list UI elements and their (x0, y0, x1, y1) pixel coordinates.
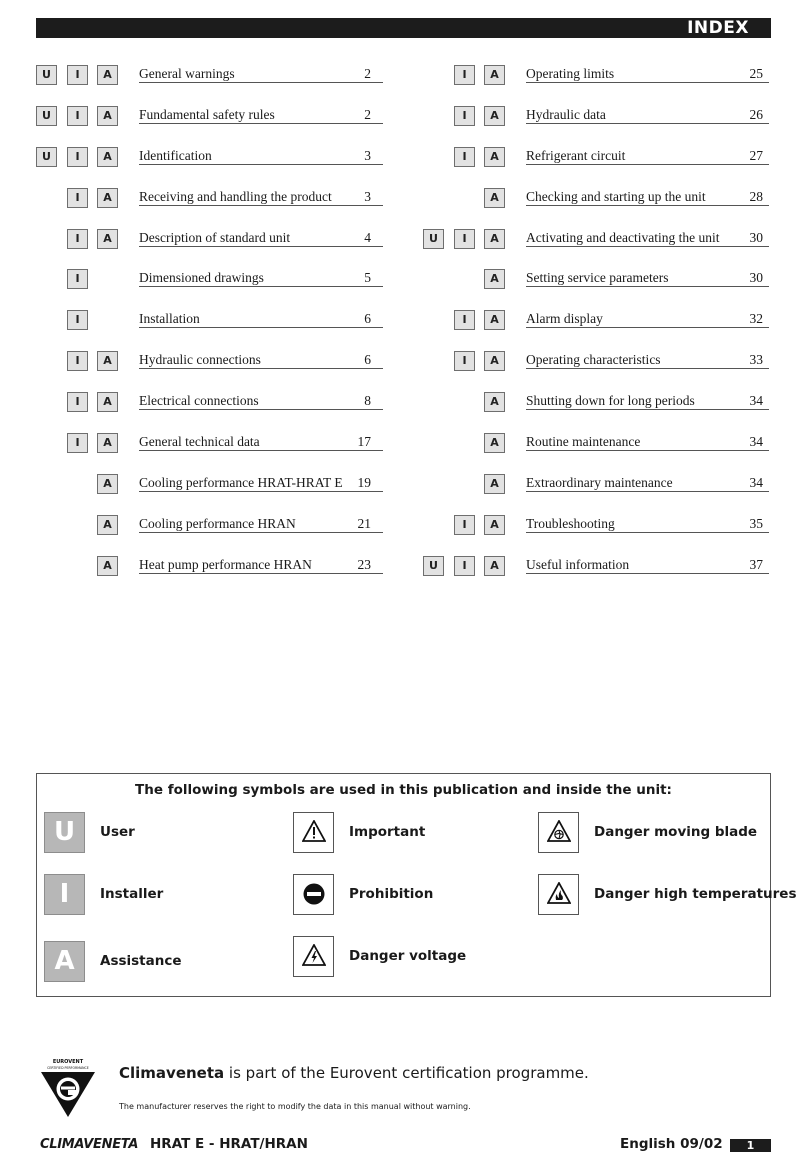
audience-badge-a: A (484, 106, 505, 126)
audience-badge-a: A (97, 229, 118, 249)
index-entry-line[interactable] (526, 269, 769, 287)
entry-page: 26 (749, 106, 763, 122)
index-entry-line[interactable] (526, 515, 769, 533)
entry-page: 34 (749, 434, 763, 450)
entry-page: 32 (749, 311, 763, 327)
entry-title: Receiving and handling the product (139, 188, 332, 204)
footer-edition: English 09/02 (620, 1136, 723, 1152)
legend-title: The following symbols are used in this publication and inside the unit: (135, 782, 672, 798)
entry-title: Alarm display (526, 311, 603, 327)
certification-statement (119, 1064, 589, 1082)
audience-badge-i: I (67, 351, 88, 371)
audience-badge-i: I (454, 106, 475, 126)
entry-page: 3 (364, 188, 371, 204)
entry-page: 25 (749, 66, 763, 81)
audience-badge-a: A (484, 310, 505, 330)
disclaimer-note: The manufacturer reserves the right to modify the data in this manual without warning. (119, 1102, 471, 1111)
audience-badge-a: A (97, 147, 118, 167)
index-entry-line[interactable] (139, 269, 383, 287)
audience-badge-i: I (454, 556, 475, 576)
symbol-legend (36, 773, 797, 997)
audience-badge-i: I (454, 351, 475, 371)
index-entry-line[interactable] (526, 556, 769, 574)
entry-title: Cooling performance HRAN (139, 515, 296, 531)
audience-badge-a: A (484, 474, 505, 494)
legend-danger-temperature-label: Danger high temperatures (594, 886, 797, 902)
index-entry-line[interactable] (139, 556, 383, 574)
entry-title: Troubleshooting (526, 515, 615, 531)
index-entry-line[interactable] (139, 229, 383, 247)
entry-title: Extraordinary maintenance (526, 474, 673, 490)
audience-badge-a: A (97, 106, 118, 126)
audience-badge-a: A (484, 392, 505, 412)
audience-badge-a: A (97, 515, 118, 535)
index-entry-line[interactable] (526, 106, 769, 124)
eurovent-logo-subtext: CERTIFIED PERFORMANCE (47, 1066, 89, 1070)
index-entry-line[interactable] (139, 188, 383, 206)
entry-title: Heat pump performance HRAN (139, 556, 312, 572)
index-entry-line[interactable] (526, 433, 769, 451)
climaveneta-logo: CLIMAVENETA (40, 1137, 139, 1152)
no-entry-icon (293, 874, 334, 915)
index-entry-line[interactable] (139, 310, 383, 328)
audience-badge-a: A (484, 188, 505, 208)
entry-page: 30 (749, 270, 763, 286)
legend-important-label: Important (349, 824, 426, 840)
index-title: INDEX (687, 18, 749, 38)
page-number: 1 (730, 1139, 771, 1152)
entry-page: 3 (364, 147, 371, 163)
entry-title: Electrical connections (139, 393, 259, 409)
audience-badge-i: I (454, 65, 475, 85)
audience-badge-i: I (67, 433, 88, 453)
legend-danger-blade-label: Danger moving blade (594, 824, 758, 840)
entry-page: 34 (749, 474, 763, 490)
entry-title: Hydraulic connections (139, 352, 261, 368)
entry-page: 30 (749, 229, 763, 245)
audience-badge-i: I (67, 269, 88, 289)
audience-badge-u: U (423, 556, 444, 576)
audience-badge-a: A (484, 269, 505, 289)
entry-title: Routine maintenance (526, 434, 641, 450)
audience-badge-a: A (484, 556, 505, 576)
entry-page: 33 (749, 352, 763, 368)
entry-title: Shutting down for long periods (526, 393, 695, 409)
audience-badge-a: A (97, 392, 118, 412)
entry-page: 35 (749, 515, 763, 531)
audience-badge-u: U (423, 229, 444, 249)
index-entry-line[interactable] (526, 351, 769, 369)
entry-page: 27 (749, 147, 763, 163)
index-entry-line[interactable] (139, 474, 383, 492)
entry-page: 2 (364, 66, 371, 81)
high-voltage-icon (293, 936, 334, 977)
audience-badge-a: A (97, 65, 118, 85)
index-entry-line[interactable] (526, 229, 769, 247)
entry-page: 2 (364, 106, 371, 122)
entry-page: 28 (749, 188, 763, 204)
index-entry-line[interactable] (139, 515, 383, 533)
audience-badge-a: A (484, 515, 505, 535)
audience-badge-a: A (97, 474, 118, 494)
audience-badge-i: I (67, 147, 88, 167)
entry-page: 4 (364, 229, 371, 245)
index-entry-line[interactable] (139, 65, 383, 83)
entry-page: 17 (357, 434, 371, 450)
entry-title: Fundamental safety rules (139, 106, 275, 122)
audience-badge-u: U (36, 106, 57, 126)
entry-title: Checking and starting up the unit (526, 188, 706, 204)
audience-badge-i: I (454, 147, 475, 167)
legend-user-label: User (100, 824, 135, 840)
warning-exclamation-icon (293, 812, 334, 853)
audience-badge-u: U (36, 65, 57, 85)
legend-assistance-label: Assistance (100, 953, 182, 969)
audience-badge-i: I (454, 310, 475, 330)
audience-badge-a: A (484, 147, 505, 167)
eurovent-logo-text: EUROVENT (52, 1059, 84, 1065)
entry-title: Operating limits (526, 66, 615, 81)
entry-title: Installation (139, 311, 200, 327)
entry-title: Operating characteristics (526, 352, 661, 368)
audience-badge-i: I (67, 392, 88, 412)
index-entry-line[interactable] (526, 188, 769, 206)
entry-page: 34 (749, 393, 763, 409)
entry-page: 21 (357, 515, 371, 531)
index-entry-line[interactable] (139, 392, 383, 410)
entry-page: 6 (364, 352, 371, 368)
audience-badge-a: A (97, 556, 118, 576)
entry-page: 5 (364, 270, 371, 286)
audience-badge-i: I (67, 65, 88, 85)
audience-badge-i: I (67, 310, 88, 330)
entry-page: 19 (357, 474, 371, 490)
assistance-symbol: A (44, 941, 85, 982)
audience-badge-a: A (484, 433, 505, 453)
index-entry-line[interactable] (526, 310, 769, 328)
entry-title: General warnings (139, 66, 235, 81)
index-entry-line[interactable] (526, 65, 769, 83)
audience-badge-i: I (67, 106, 88, 126)
legend-prohibition-label: Prohibition (349, 886, 434, 902)
audience-badge-u: U (36, 147, 57, 167)
installer-symbol: I (44, 874, 85, 915)
entry-page: 37 (749, 556, 763, 572)
legend-danger-voltage-label: Danger voltage (349, 948, 467, 964)
audience-badge-a: A (97, 351, 118, 371)
audience-badge-i: I (454, 515, 475, 535)
index-entry-line[interactable] (139, 147, 383, 165)
index-entry-line[interactable] (139, 433, 383, 451)
entry-title: Hydraulic data (526, 106, 606, 122)
audience-badge-a: A (484, 229, 505, 249)
moving-blade-icon (538, 812, 579, 853)
certification-brand: Climaveneta (119, 1064, 225, 1082)
eurovent-logo (38, 1058, 98, 1118)
index-entry-line[interactable] (526, 392, 769, 410)
high-temperature-icon (538, 874, 579, 915)
entry-title: Activating and deactivating the unit (526, 229, 720, 245)
index-entry-line[interactable] (526, 474, 769, 492)
entry-title: Setting service parameters (526, 270, 669, 286)
audience-badge-i: I (67, 229, 88, 249)
entry-page: 23 (357, 556, 371, 572)
entry-title: Dimensioned drawings (139, 270, 264, 286)
index-entry-line[interactable] (139, 106, 383, 124)
entry-title: Identification (139, 147, 212, 163)
certification-text: is part of the Eurovent certification programme. (228, 1064, 589, 1082)
entry-title: General technical data (139, 434, 260, 450)
audience-badge-i: I (67, 188, 88, 208)
footer-model: HRAT E - HRAT/HRAN (150, 1136, 308, 1152)
legend-installer-label: Installer (100, 886, 164, 902)
entry-page: 8 (364, 393, 371, 409)
index-entry-line[interactable] (526, 147, 769, 165)
entry-title: Refrigerant circuit (526, 147, 626, 163)
entry-title: Useful information (526, 556, 630, 572)
index-entry-line[interactable] (139, 351, 383, 369)
audience-badge-a: A (97, 188, 118, 208)
user-symbol: U (44, 812, 85, 853)
audience-badge-i: I (454, 229, 475, 249)
audience-badge-a: A (97, 433, 118, 453)
audience-badge-a: A (484, 65, 505, 85)
entry-title: Description of standard unit (139, 229, 291, 245)
entry-page: 6 (364, 311, 371, 327)
entry-title: Cooling performance HRAT-HRAT E (139, 474, 343, 490)
audience-badge-a: A (484, 351, 505, 371)
index-header-bar (36, 18, 771, 38)
